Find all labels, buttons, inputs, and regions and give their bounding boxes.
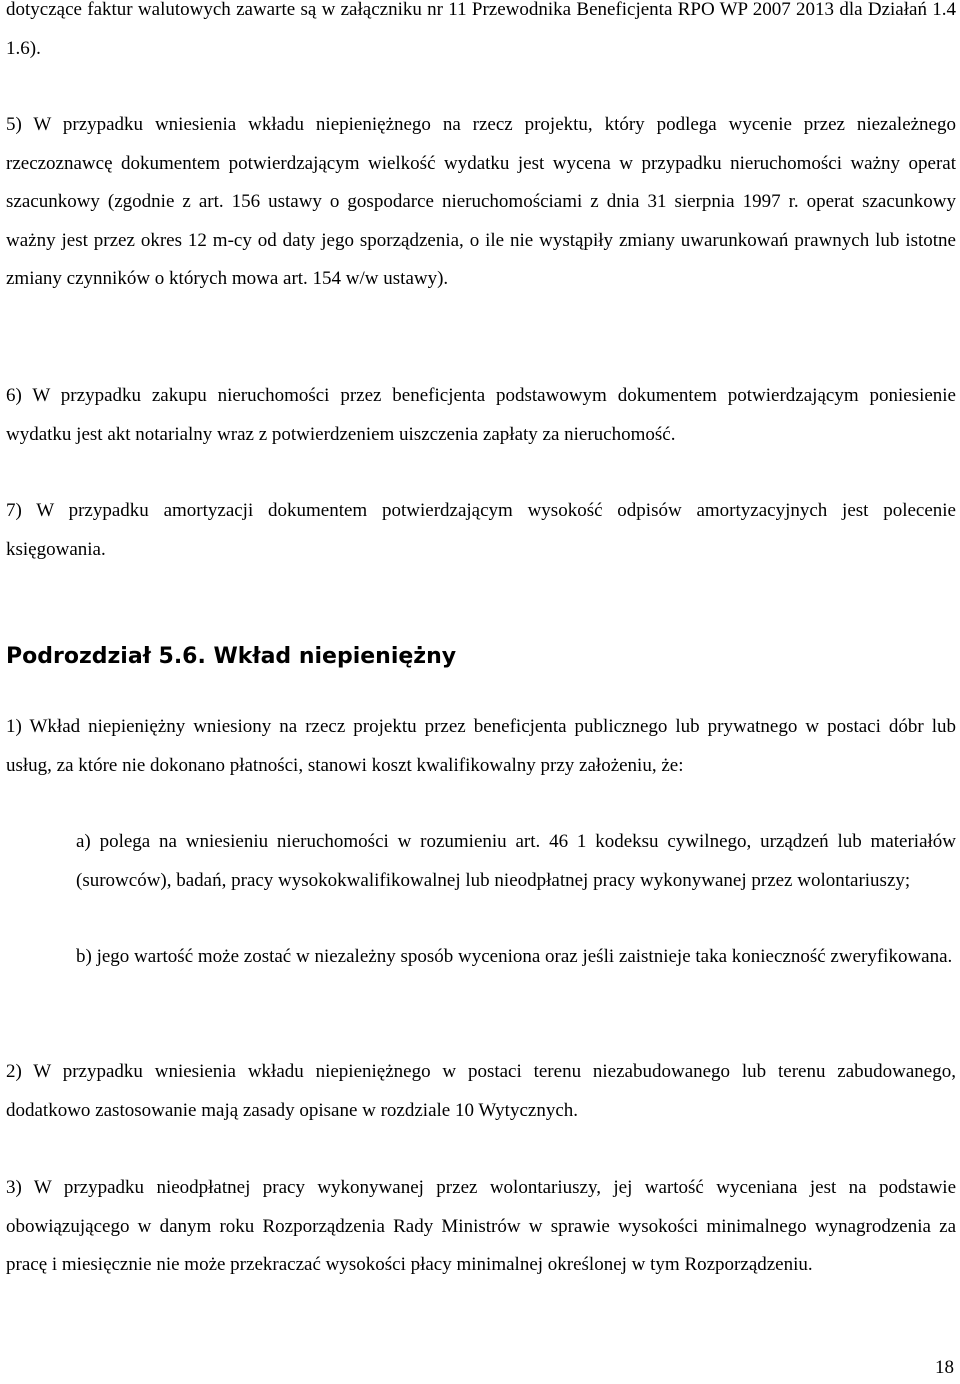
intro-continuation-paragraph: dotyczące faktur walutowych zawarte są w załączniku nr 11 Przewodnika Beneficjenta RPO WP 2007 2013 dla Działań 1.4 1.6). — [6, 0, 956, 59]
section-paragraph-point-1: 1) Wkład niepieniężny wniesiony na rzecz projektu przez beneficjenta publicznego lub prywatnego w postaci dóbr lub usług, za które nie dokonano płatności, stanowi koszt kwalifikowalny przy założeniu, że: — [6, 716, 956, 776]
section-paragraph-point-2: 2) W przypadku wniesienia wkładu niepieniężnego w postaci terenu niezabudowanego lub terenu zabudowanego, dodatkowo zastosowanie mają zasady opisane w rozdziale 10 Wytycznych. — [6, 1061, 956, 1121]
paragraph-point-6: 6) W przypadku zakupu nieruchomości przez beneficjenta podstawowym dokumentem potwierdzającym poniesienie wydatku jest akt notarialny wraz z potwierdzeniem uiszczenia zapłaty za nieruchomość. — [6, 385, 956, 445]
paragraph-point-7: 7) W przypadku amortyzacji dokumentem potwierdzającym wysokość odpisów amortyzacyjnych jest polecenie księgowania. — [6, 500, 956, 560]
section-heading: Podrozdział 5.6. Wkład niepieniężny — [6, 644, 457, 669]
list-item-a: a) polega na wniesieniu nieruchomości w rozumieniu art. 46 1 kodeksu cywilnego, urządzeń lub materiałów (surowców), badań, pracy wysokokwalifikowalnej lub nieodpłatnej pracy wykonywanej przez wolontariuszy; — [76, 831, 956, 891]
list-item-b: b) jego wartość może zostać w niezależny sposób wyceniona oraz jeśli zaistnieje taka konieczność zweryfikowana. — [76, 946, 953, 967]
section-paragraph-point-3: 3) W przypadku nieodpłatnej pracy wykonywanej przez wolontariuszy, jej wartość wyceniana jest na podstawie obowiązującego w danym roku Rozporządzenia Rady Ministrów w sprawie wysokości minimalnego wynagrodzenia za pracę i miesięcznie nie może przekraczać wysokości płacy minimalnej określonej w tym Rozporządzeniu. — [6, 1177, 956, 1275]
page-number: 18 — [935, 1357, 954, 1378]
paragraph-point-5: 5) W przypadku wniesienia wkładu niepieniężnego na rzecz projektu, który podlega wycenie przez niezależnego rzeczoznawcę dokumentem potwierdzającym wielkość wydatku jest wycena w przypadku nieruchomości ważny operat szacunkowy (zgodnie z art. 156 ustawy o gospodarce nieruchomościami z dnia 31 sierpnia 1997 r. operat szacunkowy ważny jest przez okres 12 m-cy od daty jego sporządzenia, o ile nie wystąpiły zmiany uwarunkowań prawnych lub istotne zmiany czynników o których mowa art. 154 w/w ustawy). — [6, 114, 956, 289]
